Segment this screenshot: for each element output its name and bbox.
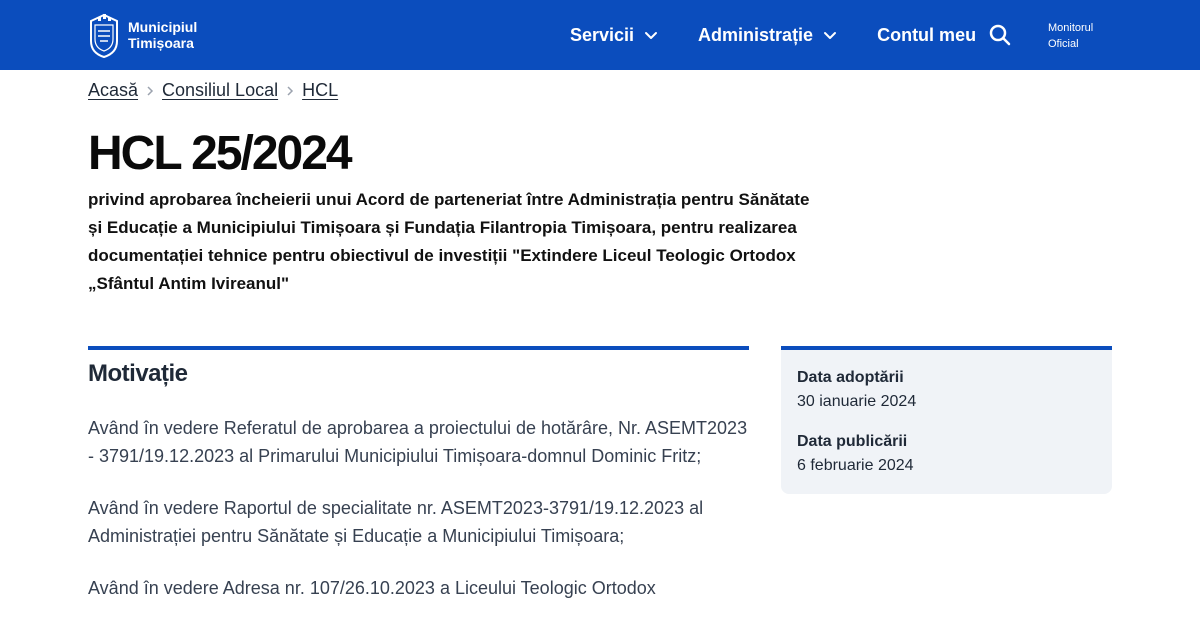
nav-servicii[interactable] (570, 25, 658, 46)
published-date-label: Data publicării (797, 433, 908, 450)
breadcrumb-hcl[interactable]: HCL (302, 80, 339, 100)
dates-info-box (781, 346, 1112, 494)
page-subtitle: privind aprobarea încheierii unui Acord de parteneriat între Administrația pentru Sănătate și Educație a Municipiului Timișoara și Fundația Filantropia Timișoara, pentru realizarea documentației tehnice pentru obiectivul de investiții "Extindere Liceul Teologic Ortodox „Sfântul Antim Ivireanul" (88, 190, 810, 293)
nav-administratie[interactable] (698, 25, 837, 46)
logo-line-2: Timișoara (128, 35, 194, 51)
monitor-line-2: Oficial (1048, 38, 1079, 50)
adopted-date-value: 30 ianuarie 2024 (797, 393, 917, 410)
main-nav (570, 0, 1016, 70)
city-crest-icon (88, 11, 120, 59)
breadcrumb-consiliul-local[interactable]: Consiliul Local (162, 80, 279, 100)
nav-contul-meu[interactable] (877, 25, 976, 46)
home-logo-link[interactable] (88, 11, 197, 59)
monitorul-oficial-link[interactable] (1048, 20, 1093, 52)
chevron-down-icon (644, 28, 658, 42)
nav-contul-meu-label: Contul meu (877, 24, 977, 45)
nav-administratie-label: Administrație (698, 24, 814, 45)
motivation-paragraph: Având în vedere Raportul de specialitate nr. ASEMT2023-3791/19.12.2023 al Administrației pentru Sănătate și Educație a Municipiului Timișoara; (88, 498, 704, 546)
adopted-date-label: Data adoptării (797, 369, 904, 386)
logo-line-1: Municipiul (128, 19, 198, 35)
top-navigation-bar (0, 0, 1200, 70)
chevron-right-icon (284, 85, 296, 97)
published-date-value: 6 februarie 2024 (797, 457, 914, 474)
nav-servicii-label: Servicii (570, 24, 635, 45)
search-icon[interactable] (988, 23, 1012, 47)
motivation-heading: Motivație (88, 360, 188, 387)
monitor-line-1: Monitorul (1048, 22, 1094, 34)
logo-text (128, 19, 197, 51)
chevron-down-icon (823, 28, 837, 42)
motivation-paragraph: Având în vedere Adresa nr. 107/26.10.2023 a Liceului Teologic Ortodox (88, 578, 656, 598)
page-title: HCL 25/2024 (88, 127, 351, 180)
motivation-paragraph: Având în vedere Referatul de aprobarea a proiectului de hotărâre, Nr. ASEMT2023 - 3791/19.12.2023 al Primarului Municipiului Timișoara-domnul Dominic Fritz; (88, 418, 748, 466)
motivation-section (88, 346, 749, 602)
breadcrumb (88, 80, 338, 101)
breadcrumb-acasa[interactable]: Acasă (88, 80, 139, 100)
chevron-right-icon (144, 85, 156, 97)
